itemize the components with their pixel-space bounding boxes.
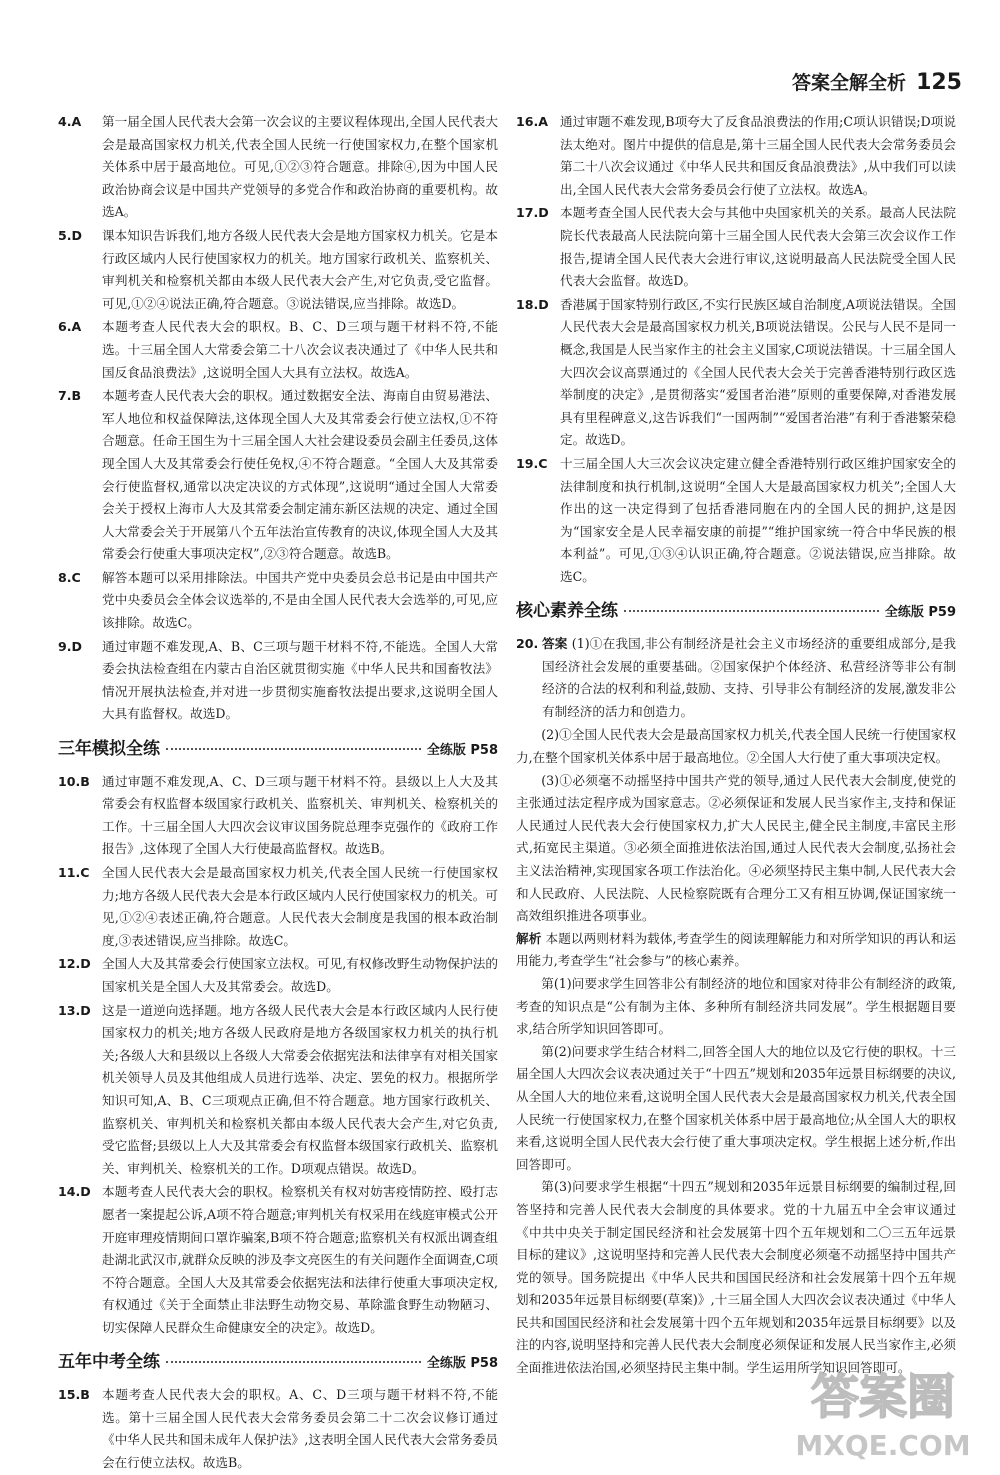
answer-item <box>58 316 498 384</box>
item-number: 8.C <box>58 569 81 585</box>
left-column <box>58 111 498 1475</box>
item-number: 4.A <box>58 114 82 129</box>
answer-item <box>516 111 956 201</box>
item-text: 本题考查人民代表大会的职权。A、C、D三项与题干材料不符,不能选。第十三届全国人民代表大会常务委员会第二十二次会议修订通过《中华人民共和国未成年人保护法》,这表明全国人民代表大会常务委员会在行使立法权。故选B。 <box>102 1387 498 1470</box>
section-ref: 全练版 P58 <box>426 743 498 759</box>
answer-item <box>516 294 956 452</box>
item-text: 通过审题不难发现,A、C、D三项与题干材料不符。县级以上人大及其常委会有权监督本级国家行政机关、监察机关、审判机关、检察机关的工作。十三届全国人大四次会议审议国务院总理李克强作的《政府工作报告》,这体现了全国人大行使最高监督权。故选B。 <box>102 773 498 857</box>
item-text: 本题考查人民代表大会的职权。B、C、D三项与题干材料不符,不能选。十三届全国人大常委会第二十八次会议表决通过了《中华人民共和国反食品浪费法》,这说明全国人大具有立法权。故选A。 <box>102 319 498 380</box>
item-text: 通过审题不难发现,B项夸大了反食品浪费法的作用;C项认识错误;D项说法太绝对。图片中提供的信息是,第十三届全国人民代表大会常务委员会第二十八次会议通过《中华人民共和国反食品浪费法》,从中我们可以读出,全国人民代表大会常务委员会行使了立法权。故选A。 <box>560 114 956 197</box>
answer-paragraph: (1)①在我国,非公有制经济是社会主义市场经济的重要组成部分,是我国经济社会发展的重要基础。②国家保护个体经济、私营经济等非公有制经济的合法的权利和利益,鼓励、支持、引导非公有制经济的发展,激发非公有制经济的活力和创造力。 <box>542 636 956 719</box>
analysis-text: 本题以两则材料为载体,考查学生的阅读理解能力和对所学知识的再认和运用能力,考查学生“社会参与”的核心素养。 <box>516 930 956 969</box>
section-title: 五年中考全练 <box>58 1352 160 1373</box>
watermark-text-top: 答案圈 <box>810 1369 956 1425</box>
section-title: 核心素养全练 <box>516 601 618 622</box>
item-number: 6.A <box>58 319 82 335</box>
answer-item <box>58 385 498 566</box>
answer-item <box>516 453 956 589</box>
answer-item <box>58 567 498 635</box>
item-number: 16.A <box>516 114 549 129</box>
item-text: 本题考查全国人民代表大会与其他中央国家机关的关系。最高人民法院院长代表最高人民法院向第十三届全国人民代表大会第三次会议作工作报告,提请全国人民代表大会进行审议,这说明最高人民法院受全国人民代表大会监督。故选D。 <box>560 205 956 289</box>
answer-item <box>58 1384 498 1474</box>
item-number: 18.D <box>516 296 549 312</box>
analysis-paragraph: 第(2)问要求学生结合材料二,回答全国人大的地位以及它行使的职权。十三届全国人大四次会议表决通过关于“十四五”规划和2035年远景目标纲要的决议,从全国人大的地位来看,这说明全国人民代表大会是最高国家权力机关,代表全国人民统一行使国家权力,在整个国家机关体系中居于最高地位;从全国人大的职权来看,这说明全国人民代表大会行使了重大事项决定权。学生根据上述分析,作出回答即可。 <box>516 1043 956 1172</box>
answer-item <box>58 953 498 998</box>
answer-item <box>58 1181 498 1339</box>
answer-item <box>58 636 498 726</box>
section-ref: 全练版 P58 <box>426 1356 498 1372</box>
right-column <box>516 111 956 1380</box>
item-list-a <box>58 111 498 726</box>
item-text: 全国人大及其常委会行使国家立法权。可见,有权修改野生动物保护法的国家机关是全国人大及其常委会。故选D。 <box>102 956 498 994</box>
item-text: 课本知识告诉我们,地方各级人民代表大会是地方国家权力机关。它是本行政区域内人民行使国家权力的机关。地方国家行政机关、监察机关、审判机关和检察机关都由本级人民代表大会产生,对它负责,受它监督。可见,①②④说法正确,符合题意。③说法错误,应当排除。故选D。 <box>102 227 498 311</box>
item-number: 13.D <box>58 1002 91 1018</box>
section-ref: 全练版 P59 <box>884 605 956 621</box>
answer-item <box>58 1000 498 1181</box>
answer-item <box>58 771 498 861</box>
item-number: 7.B <box>58 388 82 404</box>
answer-label: 答案 <box>542 636 568 652</box>
answer-item <box>516 633 956 723</box>
item-number: 5.D <box>58 227 83 243</box>
answer-item <box>58 862 498 952</box>
page-header <box>792 68 962 95</box>
header-title: 答案全解全析 <box>792 72 907 94</box>
dotted-leader <box>624 610 879 612</box>
item-number: 17.D <box>516 205 549 221</box>
section-header-three-year <box>58 738 498 763</box>
item-list-b <box>58 771 498 1340</box>
section-header-core-literacy <box>516 600 956 625</box>
dotted-leader <box>166 1361 421 1363</box>
item-list-c <box>58 1384 498 1474</box>
item-number: 11.C <box>58 865 90 880</box>
analysis-label: 解析 <box>516 930 542 946</box>
analysis-paragraph: 第(3)问要求学生根据“十四五”规划和2035年远景目标纲要的编制过程,回答坚持和完善人民代表大会制度的具体要求。党的十九届五中全会审议通过《中共中央关于制定国民经济和社会发展第十四个五年规划和二〇三五年远景目标的建议》,这说明坚持和完善人民代表大会制度必须毫不动摇坚持中国共产党的领导。国务院提出《中华人民共和国国民经济和社会发展第十四个五年规划和2035年远景目标纲要(草案)》,十三届全国人大四次会议表决通过《中华人民共和国国民经济和社会发展第十四个五年规划和2035年远景目标纲要》以及注的内容,说明坚持和完善人民代表大会制度必须保证和发展人民当家作主,必须全面推进依法治国,必须坚持民主集中制。学生运用所学知识回答即可。 <box>516 1179 956 1376</box>
answer-item <box>58 225 498 315</box>
item-number: 10.B <box>58 773 90 789</box>
item-text: 香港属于国家特别行政区,不实行民族区域自治制度,A项说法错误。全国人民代表大会是最高国家权力机关,B项说法错误。公民与人民不是同一概念,我国是人民当家作主的社会主义国家,C项说法错误。十三届全国人大四次会议高票通过的《全国人民代表大会关于完善香港特别行政区选举制度的决定》,是贯彻落实“爱国者治港”原则的重要保障,对香港发展具有里程碑意义,这告诉我们“一国两制”“爱国者治港”有利于香港繁荣稳定。故选D。 <box>560 296 956 448</box>
watermark-logo <box>788 1355 978 1465</box>
section-title: 三年模拟全练 <box>58 739 160 760</box>
item-text: 本题考查人民代表大会的职权。通过数据安全法、海南自由贸易港法、军人地位和权益保障法,这体现全国人大及其常委会行使立法权,①不符合题意。任命王国生为十三届全国人大社会建设委员会副主任委员,这体现全国人大及其常委会行使任免权,④不符合题意。“全国人大及其常委会行使监督权,通常以决定决议的方式体现”,这说明“通过全国人大常委会关于授权上海市人大及其常委会制定浦东新区法规的决定、通过全国人大常委会关于开展第八个五年法治宣传教育的决议,体现全国人大及其常委会行使重大事项决定权”,②③符合题意。故选B。 <box>102 388 498 562</box>
item-text: 这是一道逆向选择题。地方各级人民代表大会是本行政区域内人民行使国家权力的机关;地方各级人民政府是地方各级国家权力机关的执行机关;各级人大和县级以上各级人大常委会依据宪法和法律享有对相关国家机关领导人员及其他组成人员进行选举、决定、罢免的权力。根据所学知识可知,A、B、C三项观点正确,但不符合题意。地方国家行政机关、监察机关、审判机关和检察机关都由本级人民代表大会产生,对它负责,受它监督;县级以上人大及其常委会有权监督本级国家行政机关、监察机关、审判机关、检察机关的工作。D项观点错误。故选D。 <box>102 1002 498 1176</box>
page-number: 125 <box>916 70 962 95</box>
item-number: 14.D <box>58 1184 91 1200</box>
answer-paragraph: (3)①必须毫不动摇坚持中国共产党的领导,通过人民代表大会制度,使党的主张通过法定程序成为国家意志。②必须保证和发展人民当家作主,支持和保证人民通过人民代表大会行使国家权力,扩大人民民主,健全民主制度,丰富民主形式,拓宽民主渠道。③必须全面推进依法治国,通过人民代表大会制度,弘扬社会主义法治精神,实现国家各项工作法治化。④必须坚持民主集中制,人民代表大会和人民政府、人民法院、人民检察院既有合理分工又有相互协调,保证国家统一高效组织推进各项事业。 <box>516 772 956 924</box>
item-text: 本题考查人民代表大会的职权。检察机关有权对妨害疫情防控、殴打志愿者一案提起公诉,A项不符合题意;审判机关有权采用在线庭审模式公开开庭审理疫情期间口罩诈骗案,B项不符合题意;监察机关有权派出调查组赴湖北武汉市,就群众反映的涉及李文亮医生的有关问题作全面调查,C项不符合题意。全国人大及其常委会依据宪法和法律行使重大事项决定权,有权通过《关于全面禁止非法野生动物交易、革除滥食野生动物陋习、切实保障人民群众生命健康安全的决定》。故选D。 <box>102 1184 498 1335</box>
watermark-text-bottom: MXQE.COM <box>795 1429 971 1462</box>
item-text <box>542 633 956 723</box>
item-list-right <box>516 111 956 588</box>
question-20 <box>516 633 956 1380</box>
analysis-paragraph <box>516 928 956 973</box>
item-number: 12.D <box>58 956 91 972</box>
answer-paragraph: (2)①全国人民代表大会是最高国家权力机关,代表全国人民统一行使国家权力,在整个国家机关体系中居于最高地位。②全国人大行使了重大事项决定权。 <box>516 727 956 766</box>
item-number: 20. <box>516 636 539 652</box>
dotted-leader <box>166 748 421 750</box>
item-number: 9.D <box>58 638 83 654</box>
section-header-five-year <box>58 1351 498 1376</box>
item-text: 解答本题可以采用排除法。中国共产党中央委员会总书记是由中国共产党中央委员会全体会议选举的,不是由全国人民代表大会选举的,可见,应该排除。故选C。 <box>102 569 498 631</box>
item-number: 19.C <box>516 455 548 471</box>
item-text: 通过审题不难发现,A、B、C三项与题干材料不符,不能选。全国人大常委会执法检查组在内蒙古自治区就贯彻实施《中华人民共和国畜牧法》情况开展执法检查,并对进一步贯彻实施畜牧法提出要求,这说明全国人大具有监督权。故选D。 <box>102 638 498 722</box>
item-number: 15.B <box>58 1387 90 1403</box>
item-text: 第一届全国人民代表大会第一次会议的主要议程体现出,全国人民代表大会是最高国家权力机关,代表全国人民统一行使国家权力,在整个国家机关体系中居于最高地位。可见,①②③符合题意。排除④,因为中国人民政治协商会议是中国共产党领导的多党合作和政治协商的重要机构。故选A。 <box>102 114 498 220</box>
answer-item <box>58 111 498 224</box>
answer-item <box>516 202 956 292</box>
analysis-paragraph: 第(1)问要求学生回答非公有制经济的地位和国家对待非公有制经济的政策,考查的知识点是“公有制为主体、多种所有制经济共同发展”。学生根据题目要求,结合所学知识回答即可。 <box>516 975 956 1037</box>
item-text: 全国人民代表大会是最高国家权力机关,代表全国人民统一行使国家权力;地方各级人民代表大会是本行政区域内人民行使国家权力的机关。可见,①②④表述正确,符合题意。人民代表大会制度是我国的根本政治制度,③表述错误,应当排除。故选C。 <box>102 865 498 948</box>
item-text: 十三届全国人大三次会议决定建立健全香港特别行政区维护国家安全的法律制度和执行机制,这说明“全国人大是最高国家权力机关”;全国人大作出的这一决定得到了包括香港同胞在内的全国人民的拥护,这是因为“国家安全是人民幸福安康的前提”“维护国家统一符合中华民族的根本利益”。可见,①③④认识正确,符合题意。②说法错误,应当排除。故选C。 <box>560 455 956 584</box>
